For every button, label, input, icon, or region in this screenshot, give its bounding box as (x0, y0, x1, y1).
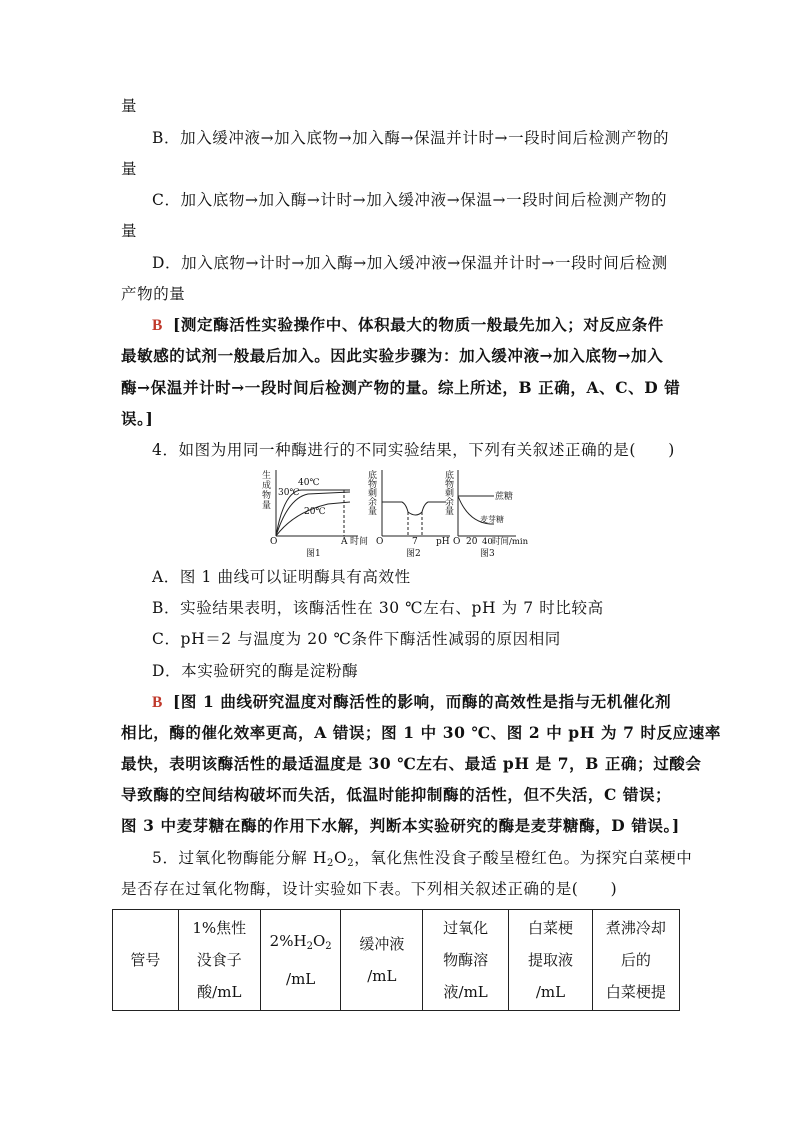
header-line: 1%焦性 (192, 919, 247, 937)
q4-stem: 4．如图为用同一种酶进行的不同实验结果，下列有关叙述正确的是( ) (152, 441, 675, 459)
fig3-xlabel: 时间/min (492, 537, 529, 547)
fig1-xlabel: 时间 (350, 537, 369, 547)
fig2-x7: 7 (412, 537, 418, 547)
header-line: 酸/mL (197, 983, 242, 1001)
answer-text: [测定酶活性实验操作中、体积最大的物质一般最先加入；对反应条件 (172, 315, 664, 334)
fig1-ylabel-char: 成 (262, 481, 272, 491)
option-c-q4: C．pH＝2 与温度为 20 ℃条件下酶活性减弱的原因相同 (152, 630, 561, 648)
header-line: /mL (367, 967, 397, 985)
fig2-ylabel-char: 剩 (368, 489, 378, 499)
fig2-ylabel-char: 物 (368, 480, 378, 490)
fig2-xlabel: pH (436, 537, 450, 547)
header-cabbage-extract (509, 910, 593, 1011)
fig1-ylabel-char: 物 (262, 491, 272, 501)
answer-letter: B (152, 694, 163, 711)
text-run: 5．过氧化物酶能分解 H (152, 849, 328, 867)
answer-letter: B (152, 317, 163, 334)
header-line: 缓冲液 (359, 935, 405, 953)
fig3-ylabel-char: 剩 (445, 489, 455, 499)
q3-answer-line1 (152, 314, 664, 337)
header-pyrogallol (178, 910, 260, 1011)
option-d-q3: D．加入底物→计时→加入酶→加入缓冲液→保温并计时→一段时间后检测 (152, 254, 668, 272)
q5-stem-line2: 是否存在过氧化物酶，设计实验如下表。下列相关叙述正确的是( ) (121, 880, 618, 898)
header-line: 过氧化 (443, 919, 489, 937)
fig3-origin: O (453, 537, 461, 547)
header-line: 提取液 (527, 951, 573, 969)
text-run: O (333, 849, 348, 867)
fig1-x-a: A (341, 537, 348, 547)
fig3-ylabel-char: 物 (445, 480, 455, 490)
option-d-q4: D．本实验研究的酶是淀粉酶 (152, 662, 359, 680)
header-h2o2 (260, 910, 341, 1011)
header-line: 液/mL (443, 983, 488, 1001)
text-line: 量 (121, 97, 138, 115)
text-line: 量 (121, 160, 138, 178)
fig2-ylabel-char: 底 (368, 471, 378, 481)
table-header-row (113, 910, 680, 1011)
text-run: ，氧化焦性没食子酸呈橙红色。为探究白菜梗中 (354, 849, 693, 867)
fig3-caption: 图3 (480, 549, 495, 559)
subscript: 2 (306, 941, 313, 952)
label-sucrose: 蔗糖 (495, 492, 514, 502)
text-line: 量 (121, 222, 138, 240)
q4-answer-line2: 相比，酶的催化效率更高，A 错误；图 1 中 30 ℃、图 2 中 pH 为 7 时反应速率 (121, 723, 721, 742)
header-boiled-extract (592, 910, 679, 1011)
text-run: O (312, 932, 326, 950)
q4-figures (258, 468, 529, 560)
answer-text: [图 1 曲线研究温度对酶活性的影响，而酶的高效性是指与无机催化剂 (172, 692, 672, 711)
header-line: 白菜梗提 (605, 983, 666, 1001)
fig2-origin: O (376, 537, 384, 547)
label-30c: 30℃ (278, 488, 300, 498)
q4-answer-line1 (152, 691, 671, 714)
curve-ph (382, 502, 446, 515)
fig2-ylabel-char: 量 (368, 507, 378, 517)
header-line (263, 925, 339, 963)
q4-answer-line4: 导致酶的空间结构破坏而失活，低温时能抑制酶的活性，但不失活，C 错误； (121, 785, 672, 804)
fig3-x20: 20 (466, 537, 478, 547)
q3-answer-line2: 最敏感的试剂一般最后加入。因此实验步骤为：加入缓冲液→加入底物→加入 (121, 346, 664, 365)
header-line: 白菜梗 (527, 919, 573, 937)
q4-answer-line3: 最快，表明该酶活性的最适温度是 30 ℃左右、最适 pH 是 7，B 正确；过酸会 (121, 754, 702, 773)
q3-answer-line4: 误。] (121, 409, 154, 428)
header-buffer (341, 910, 423, 1011)
q5-table (112, 909, 680, 1011)
subscript: 2 (347, 858, 355, 869)
q5-stem-line1 (152, 847, 692, 875)
option-b-q3: B．加入缓冲液→加入底物→加入酶→保温并计时→一段时间后检测产物的 (152, 129, 670, 147)
label-40c: 40℃ (298, 478, 320, 488)
header-peroxidase (423, 910, 509, 1011)
header-tube-no: 管号 (113, 910, 179, 1011)
header-line: /mL (535, 983, 566, 1001)
header-line: 没食子 (196, 951, 242, 969)
header-line: 后的 (620, 951, 651, 969)
subscript: 2 (327, 858, 334, 869)
label-20c: 20℃ (304, 507, 326, 517)
fig1-ylabel: 生 (262, 471, 272, 481)
text-run: 2%H (269, 932, 307, 950)
fig1-ylabel-char: 量 (262, 501, 272, 511)
text-line: 产物的量 (121, 285, 186, 303)
fig2-caption: 图2 (406, 549, 421, 559)
q3-answer-line3: 酶→保温并计时→一段时间后检测产物的量。综上所述，B 正确，A、C、D 错 (121, 378, 681, 397)
option-b-q4: B．实验结果表明，该酶活性在 30 ℃左右、pH 为 7 时比较高 (152, 599, 604, 617)
header-line: 物酶溶 (443, 951, 489, 969)
label-maltose: 麦芽糖 (480, 515, 504, 524)
fig1-origin: O (270, 537, 278, 547)
fig3-ylabel-char: 量 (445, 507, 455, 517)
fig3-ylabel-char: 余 (445, 498, 455, 508)
fig3-ylabel-char: 底 (445, 471, 455, 481)
option-c-q3: C．加入底物→加入酶→计时→加入缓冲液→保温→一段时间后检测产物的 (152, 191, 668, 209)
q4-answer-line5: 图 3 中麦芽糖在酶的作用下水解，判断本实验研究的酶是麦芽糖酶，D 错误。] (121, 816, 680, 835)
fig2-ylabel-char: 余 (368, 498, 378, 508)
option-a-q4: A．图 1 曲线可以证明酶具有高效性 (152, 568, 411, 586)
header-line: /mL (286, 970, 316, 988)
fig3-x40: 40 (482, 537, 493, 547)
header-line: 煮沸冷却 (605, 919, 666, 937)
fig1-caption: 图1 (306, 549, 321, 559)
subscript: 2 (325, 941, 332, 952)
